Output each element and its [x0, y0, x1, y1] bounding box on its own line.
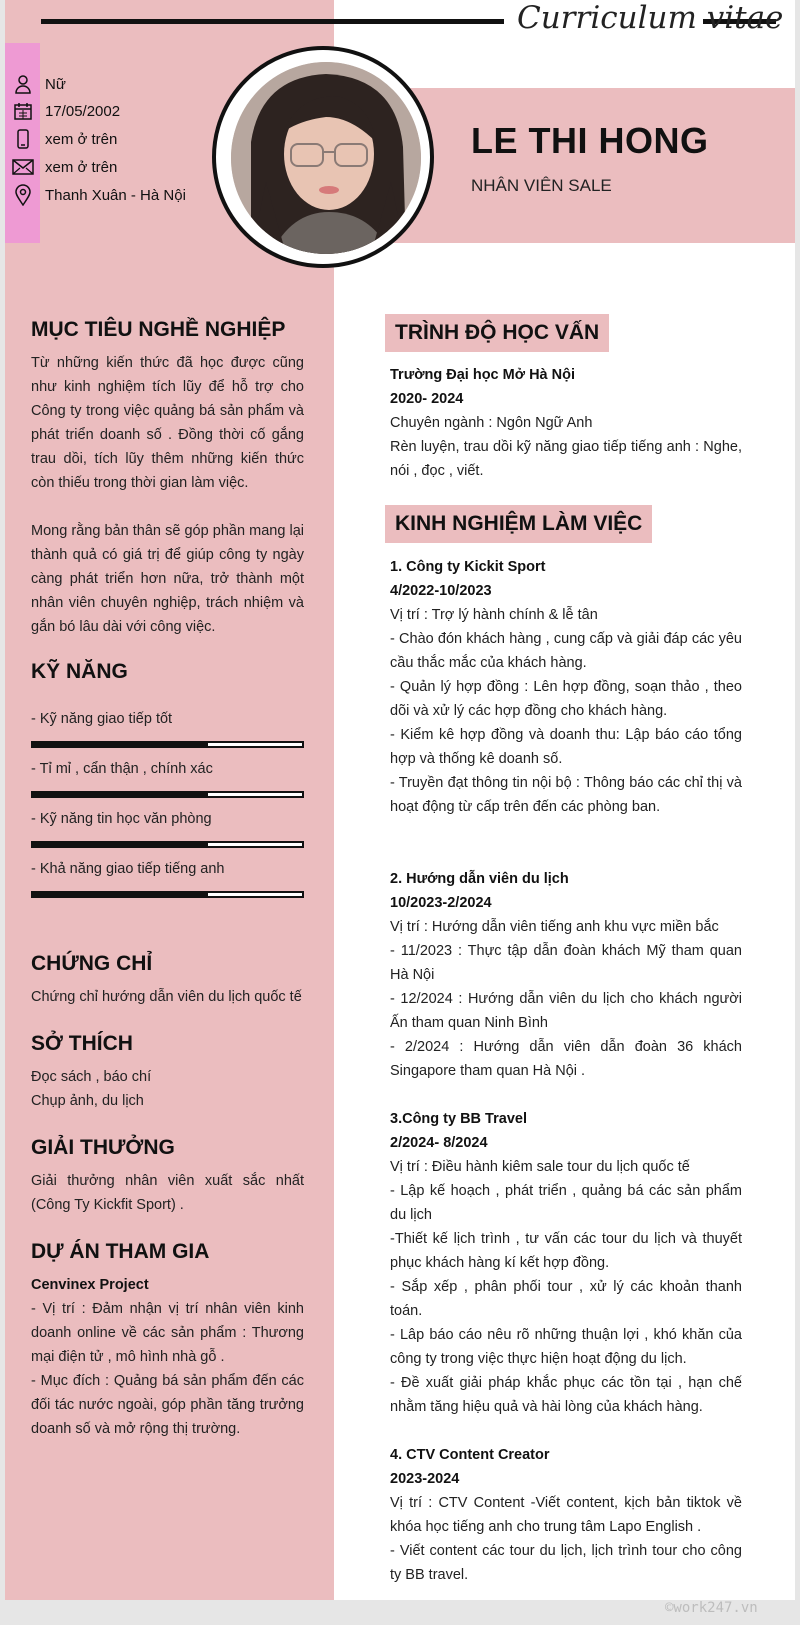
- job-company: 2. Hướng dẫn viên du lịch: [390, 871, 569, 887]
- objective-paragraph-1: Từ những kiến thức đã học được cũng như kinh nghiệm tích lũy để hỗ trợ cho Công ty trong việc quảng bá sản phẩm và phát triển doanh số . Đồng thời cố gắng trau dồi, tích lũy thêm những kiến thức còn thiếu trong thời gian làm việc.: [31, 355, 304, 491]
- cv-page: [5, 0, 795, 1600]
- contact-email: [5, 154, 117, 180]
- job-period: 2023-2024: [390, 1471, 460, 1487]
- skills-title: KỸ NĂNG: [31, 660, 128, 683]
- job-line: Vị trí : CTV Content -Viết content, kịch bản tiktok về khóa học tiếng anh cho trung tâm Lapo English .: [390, 1495, 742, 1535]
- title-rule-left: [41, 19, 504, 24]
- skill-bar-fill: [33, 843, 208, 846]
- experience-title: KINH NGHIỆM LÀM VIỆC: [385, 505, 652, 543]
- objective-text: [31, 351, 304, 639]
- job-line: - Quản lý hợp đồng : Lên hợp đồng, soạn thảo , theo dõi và xử lý các hợp đồng cho khách hàng.: [390, 679, 742, 719]
- job-company: 3.Công ty BB Travel: [390, 1111, 527, 1127]
- project-role: - Vị trí : Đảm nhận vị trí nhân viên kinh doanh online về các sản phẩm : Thương mại điện tử , mô hình nhà gỗ .: [31, 1301, 304, 1365]
- education-school: Trường Đại học Mở Hà Nội: [390, 367, 575, 383]
- job-line: Vị trí : Hướng dẫn viên tiếng anh khu vực miền bắc: [390, 919, 719, 935]
- job-period: 4/2022-10/2023: [390, 583, 492, 599]
- education-note: Rèn luyện, trau dồi kỹ năng giao tiếp tiếng anh : Nghe, nói , đọc , viết.: [390, 439, 742, 479]
- job-line: - Đề xuất giải pháp khắc phục các tồn tại , hạn chế nhằm tăng hiệu quả và hài lòng của khách hàng.: [390, 1375, 742, 1415]
- watermark: ©work247.vn: [665, 1600, 758, 1616]
- certificates-text: Chứng chỉ hướng dẫn viên du lịch quốc tế: [31, 989, 302, 1005]
- hobbies-title: SỞ THÍCH: [31, 1032, 133, 1055]
- job-line: - Lập kế hoạch , phát triển , quảng bá các sản phẩm du lịch: [390, 1183, 742, 1223]
- education-title: TRÌNH ĐỘ HỌC VẤN: [385, 314, 609, 352]
- job-line: - 12/2024 : Hướng dẫn viên du lịch cho khách người Ấn tham quan Ninh Bình: [390, 991, 742, 1031]
- awards-text: Giải thưởng nhân viên xuất sắc nhất (Công Ty Kickfit Sport) .: [31, 1173, 304, 1213]
- contact-address: [5, 182, 186, 208]
- job-line: - Chào đón khách hàng , cung cấp và giải đáp các yêu cầu thắc mắc của khách hàng.: [390, 631, 742, 671]
- job-line: -Thiết kế lịch trình , tư vấn các tour du lịch và thuyết phục khách hàng kí kết hợp đồng.: [390, 1231, 742, 1271]
- skill-bar-fill: [33, 743, 208, 746]
- skill-label: - Kỹ năng tin học văn phòng: [31, 811, 212, 827]
- job-line: - 11/2023 : Thực tập dẫn đoàn khách Mỹ tham quan Hà Nội: [390, 943, 742, 983]
- skill-bar-fill: [33, 793, 208, 796]
- address-value: Thanh Xuân - Hà Nội: [45, 186, 186, 204]
- hobby-item: Chụp ảnh, du lịch: [31, 1093, 144, 1109]
- job-entry: [390, 555, 742, 819]
- job-entry: [390, 1443, 742, 1587]
- job-line: - Kiểm kê hợp đồng và doanh thu: Lập báo cáo tổng hợp và thống kê doanh số.: [390, 727, 742, 767]
- job-entry: [390, 867, 742, 1083]
- hobbies-list: [31, 1065, 304, 1113]
- skill-bar: [31, 891, 304, 898]
- job-entry: [390, 1107, 742, 1419]
- project-goal: - Mục đích : Quảng bá sản phẩm đến các đối tác nước ngoài, góp phần tăng trưởng doanh số và mở rộng thị trường.: [31, 1373, 304, 1437]
- skill-bar: [31, 791, 304, 798]
- skill-bar: [31, 841, 304, 848]
- job-line: - Sắp xếp , phân phối tour , xử lý các khoản thanh toán.: [390, 1279, 742, 1319]
- awards-title: GIẢI THƯỞNG: [31, 1136, 175, 1159]
- mail-icon: [5, 154, 40, 180]
- calendar-icon: [5, 98, 40, 124]
- objective-title: MỤC TIÊU NGHỀ NGHIỆP: [31, 318, 286, 341]
- education-major: Chuyên ngành : Ngôn Ngữ Anh: [390, 415, 593, 431]
- email-value: xem ở trên: [45, 158, 118, 176]
- certificates-title: CHỨNG CHỈ: [31, 952, 153, 975]
- skill-label: - Tỉ mỉ , cẩn thận , chính xác: [31, 761, 213, 777]
- skill-bar: [31, 741, 304, 748]
- job-line: Vị trí : Điều hành kiêm sale tour du lịch quốc tế: [390, 1159, 690, 1175]
- job-period: 10/2023-2/2024: [390, 895, 492, 911]
- job-line: - 2/2024 : Hướng dẫn viên dẫn đoàn 36 khách Singapore tham quan Hà Nội .: [390, 1039, 742, 1079]
- skill-label: - Khả năng giao tiếp tiếng anh: [31, 861, 225, 877]
- job-line: - Truyền đạt thông tin nội bộ : Thông báo các chỉ thị và hoạt động từ cấp trên đến các phòng ban.: [390, 775, 742, 815]
- profile-photo: [231, 62, 421, 254]
- job-line: - Viết content các tour du lịch, lịch trình tour cho công ty BB travel.: [390, 1543, 742, 1583]
- candidate-name: LE THI HONG: [471, 120, 709, 161]
- phone-icon: [5, 126, 40, 152]
- education-period: 2020- 2024: [390, 391, 464, 407]
- contact-phone: [5, 126, 117, 152]
- projects-text: [31, 1273, 304, 1441]
- project-name: Cenvinex Project: [31, 1277, 149, 1293]
- location-pin-icon: [5, 182, 40, 208]
- job-period: 2/2024- 8/2024: [390, 1135, 488, 1151]
- skill-label: - Kỹ năng giao tiếp tốt: [31, 711, 173, 727]
- cv-title: Curriculum vitae: [517, 0, 784, 36]
- job-line: - Lâp báo cáo nêu rõ những thuận lợi , khó khăn của công ty trong việc thực hiện hoạt động du lịch.: [390, 1327, 742, 1367]
- job-company: 4. CTV Content Creator: [390, 1447, 550, 1463]
- job-title: NHÂN VIÊN SALE: [471, 176, 612, 195]
- job-company: 1. Công ty Kickit Sport: [390, 559, 546, 575]
- phone-value: xem ở trên: [45, 130, 118, 148]
- job-line: Vị trí : Trợ lý hành chính & lễ tân: [390, 607, 598, 623]
- skill-bar-fill: [33, 893, 208, 896]
- projects-title: DỰ ÁN THAM GIA: [31, 1240, 210, 1263]
- education-text: [390, 363, 742, 483]
- birthday-value: 17/05/2002: [45, 102, 121, 120]
- contact-birthday: [5, 98, 120, 124]
- objective-paragraph-2: Mong rằng bản thân sẽ góp phần mang lại thành quả có giá trị để giúp công ty ngày càng phát triển hơn nữa, trở thành một nhân viên chuyên nghiệp, trách nhiệm và gắn bó lâu dài với công việc.: [31, 523, 304, 635]
- contact-gender: [5, 71, 66, 97]
- gender-value: Nữ: [45, 75, 66, 93]
- person-icon: [5, 71, 40, 97]
- hobby-item: Đọc sách , báo chí: [31, 1069, 152, 1085]
